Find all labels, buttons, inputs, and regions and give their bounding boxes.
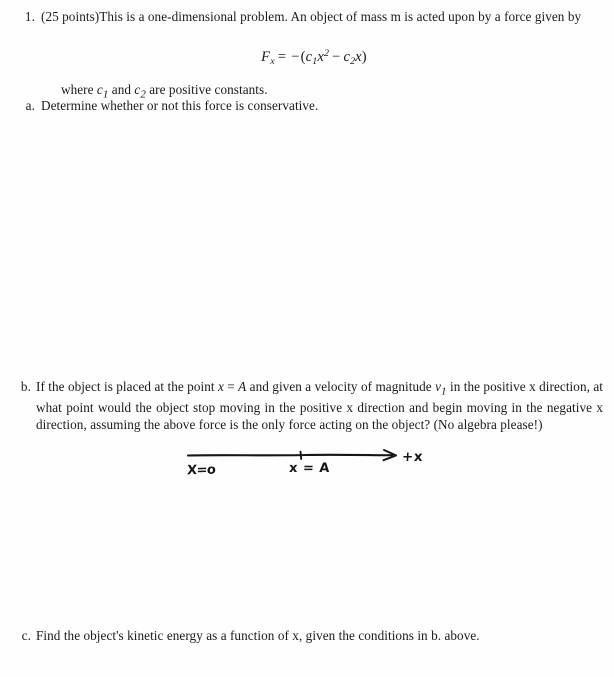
part-b-segment-2: and given a velocity of magnitude bbox=[246, 379, 436, 394]
equation-term1-variable: x bbox=[317, 49, 324, 65]
problem-1-text: (25 points)This is a one-dimensional problem. An object of mass m is acted upon by a force given by bbox=[41, 9, 582, 24]
axis-label-origin: X=o bbox=[186, 462, 216, 479]
part-b-math-x: x bbox=[217, 379, 224, 394]
part-b-marker: b. bbox=[20, 379, 31, 394]
part-b-math-a: A bbox=[238, 379, 247, 394]
equation-equals: = bbox=[277, 49, 287, 65]
equation-term2-coefficient: c bbox=[343, 49, 351, 65]
where-suffix: are positive constants. bbox=[145, 82, 268, 97]
part-b-segment-1: If the object is placed at the point bbox=[36, 379, 218, 394]
part-c-marker: c. bbox=[21, 628, 31, 643]
equation-close-paren: ) bbox=[361, 49, 367, 65]
axis-line bbox=[188, 455, 392, 456]
equation-term2-variable: x bbox=[355, 49, 362, 65]
part-b-math-v: v bbox=[435, 379, 442, 394]
part-b-math-v-subscript: 1 bbox=[441, 385, 447, 398]
axis-tick-at-A bbox=[301, 452, 302, 459]
constant-c1: c bbox=[96, 82, 103, 97]
equation-term1-exponent: 2 bbox=[323, 47, 330, 59]
force-equation bbox=[0, 49, 614, 66]
problem-1-marker: 1. bbox=[24, 9, 35, 24]
axis-label-positive-x: +x bbox=[401, 449, 424, 465]
equation-open-paren: ( bbox=[300, 49, 306, 65]
equation-lhs-subscript: x bbox=[270, 55, 275, 67]
equation-term2-coefficient-subscript: 2 bbox=[350, 55, 356, 67]
equation-lhs: F bbox=[261, 49, 271, 65]
part-b bbox=[13, 379, 603, 433]
equation-operator: − bbox=[332, 49, 341, 65]
constant-c2: c bbox=[134, 82, 141, 97]
part-b-text bbox=[36, 379, 603, 433]
constant-c2-subscript: 2 bbox=[140, 88, 146, 101]
equation-term1-coefficient-subscript: 1 bbox=[312, 55, 318, 67]
where-middle: and bbox=[108, 82, 135, 97]
part-a-text: Determine whether or not this force is conservative. bbox=[41, 98, 319, 113]
part-c-text: Find the object's kinetic energy as a function of x, given the conditions in b. above. bbox=[36, 628, 480, 643]
problem-1 bbox=[14, 9, 600, 26]
part-a-marker: a. bbox=[25, 98, 35, 113]
equation-term1-coefficient: c bbox=[305, 49, 313, 65]
equation-leading-minus: − bbox=[291, 49, 300, 65]
constant-c1-subscript: 1 bbox=[102, 88, 109, 101]
where-prefix: where bbox=[61, 82, 97, 97]
part-c bbox=[13, 628, 603, 645]
part-a bbox=[17, 98, 597, 115]
part-b-math-equals: = bbox=[223, 379, 239, 394]
part-b-segment-3: in the positive x direction, at what point would the object stop moving in the positive x direction and begin moving in the negative x direction, assuming the above force is the only force acting on the object? (No algebra please!) bbox=[36, 379, 603, 432]
axis-label-point-a: x = A bbox=[288, 461, 331, 476]
